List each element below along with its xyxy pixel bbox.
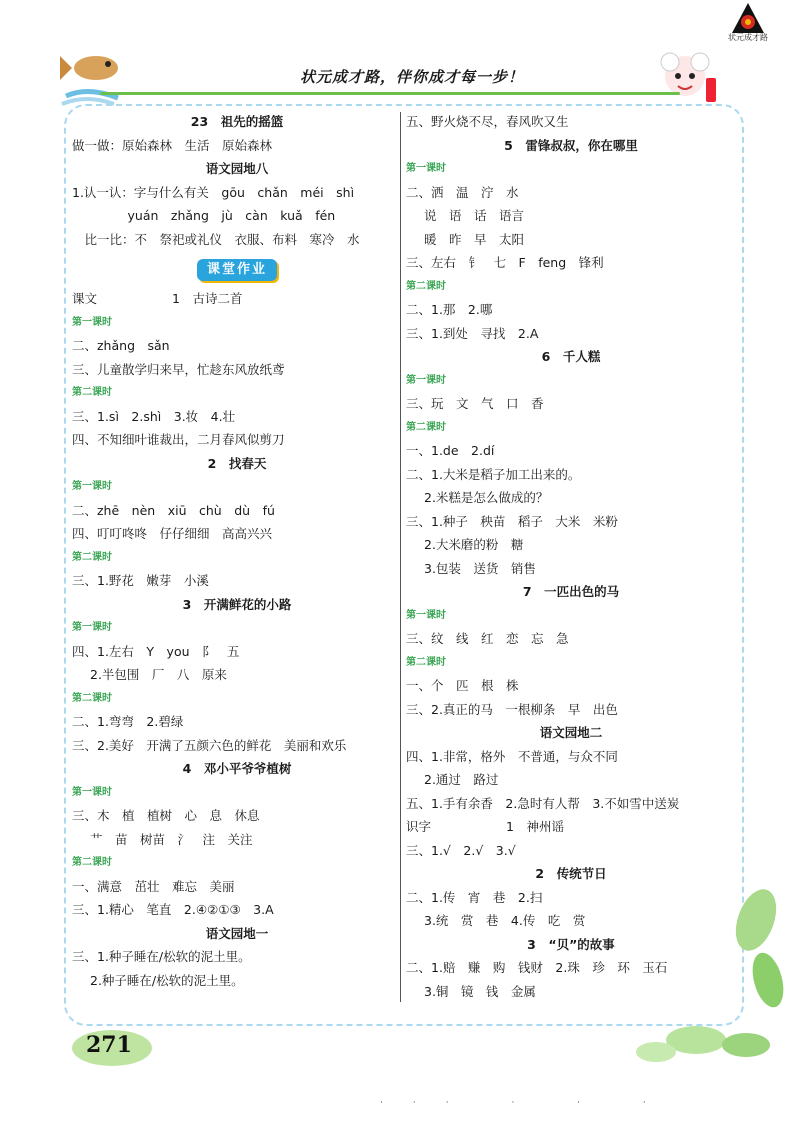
answer-line: 比一比：不 祭祀或礼仪 衣服、布料 寒冷 水	[72, 231, 360, 247]
lesson-period-label: 第一课时	[72, 481, 112, 492]
answer-line: 三、儿童散学归来早，忙趁东风放纸鸢	[72, 361, 285, 377]
answer-line: 三、纹 线 红 恋 忘 急	[406, 631, 569, 646]
answer-line: 一、1.de 2.dí	[406, 443, 495, 458]
answer-line: 2.通过 路过	[424, 772, 499, 787]
answer-line: 1.认一认：字与什么有关 gōu chǎn méi shì	[72, 184, 355, 200]
lesson-period-label: 第一课时	[72, 316, 112, 328]
answer-line: 三、1.种子 秧苗 稻子 大米 米粉	[406, 513, 618, 529]
lesson-title: 语文园地二	[539, 725, 603, 740]
answer-line: 一、个 匹 根 株	[406, 678, 519, 693]
answer-line: 二、1.赔 赚 购 钱财 2.珠 珍 环 玉石	[406, 960, 668, 975]
lesson-title: 6 千人糕	[541, 349, 601, 364]
lesson-period-label: 第一课时	[406, 374, 446, 386]
answer-line: 艹 苗 树苗 氵 注 关注	[90, 831, 253, 847]
mountain-logo-icon	[731, 2, 765, 34]
lesson-title: 语文园地八	[205, 161, 269, 176]
answer-line: 识字 1 神州谣	[406, 819, 564, 834]
answer-line: 五、1.手有余香 2.急时有人帮 3.不如雪中送炭	[406, 795, 680, 811]
answer-line: 二、zhē nèn xiū chù dù fú	[72, 502, 275, 518]
lesson-title: 7 一匹出色的马	[522, 584, 620, 599]
answer-line: 二、1.大米是稻子加工出来的。	[406, 466, 581, 482]
lesson-title: 23 祖先的摇篮	[190, 114, 284, 129]
section-banner-row	[72, 251, 402, 287]
scan-marks: ··· · · ·	[380, 1098, 676, 1108]
fish-decoration-icon	[58, 42, 128, 108]
lesson-title: 5 雷锋叔叔，你在哪里	[504, 137, 638, 153]
answer-line: 3.统 赏 巷 4.传 吃 赏	[424, 913, 586, 928]
answer-line: 三、1.野花 嫩芽 小溪	[72, 573, 209, 588]
lesson-period-label: 第二课时	[72, 857, 112, 868]
header-slogan: 状元成才路，伴你成才每一步！	[300, 68, 525, 86]
answer-line: 四、不知细叶谁裁出，二月春风似剪刀	[72, 432, 285, 447]
right-column	[406, 110, 736, 1003]
answer-line: 二、1.那 2.哪	[406, 302, 493, 317]
answer-line: 三、1.种子睡在/松软的泥土里。	[72, 949, 251, 964]
lesson-period-label: 第二课时	[72, 387, 112, 398]
answer-line: 三、1.√ 2.√ 3.√	[406, 842, 516, 858]
lesson-title: 2 传统节日	[535, 866, 607, 881]
lesson-title: 3 “贝”的故事	[527, 936, 615, 952]
logo-text: 状元成才路	[728, 33, 768, 42]
classwork-banner: 课堂作业	[197, 259, 277, 281]
lesson-period-label: 第二课时	[406, 656, 446, 668]
answer-line: 课文 1 古诗二首	[72, 291, 243, 306]
answer-line: 三、2.美好 开满了五颜六色的鲜花 美丽和欢乐	[72, 737, 347, 753]
answer-line: 说 语 话 语言	[424, 208, 525, 223]
lesson-title: 2 找春天	[207, 455, 267, 471]
answer-line: 2.种子睡在/松软的泥土里。	[90, 972, 244, 988]
answer-line: 三、1.精心 笔直 2.④②①③ 3.A	[72, 902, 274, 917]
lesson-title: 4 邓小平爷爷植树	[182, 761, 292, 776]
answer-line: 三、1.到处 寻找 2.A	[406, 325, 539, 341]
left-column	[72, 110, 402, 992]
lesson-period-label: 第二课时	[406, 280, 446, 292]
answer-line: yuán zhǎng jù càn kuǎ fén	[90, 208, 336, 223]
lesson-period-label: 第二课时	[72, 551, 112, 563]
leaves-decoration-icon	[636, 880, 786, 1070]
lesson-period-label: 第一课时	[72, 622, 112, 633]
answer-line: 四、叮叮咚咚 仔仔细细 高高兴兴	[72, 526, 273, 541]
lesson-title: 语文园地一	[205, 925, 269, 941]
answer-line: 四、1.左右 Y you 阝 五	[72, 643, 240, 659]
answer-line: 二、zhǎng sǎn	[72, 338, 170, 353]
lesson-period-label: 第二课时	[406, 421, 446, 433]
header-divider	[100, 92, 680, 95]
lesson-period-label: 第一课时	[406, 163, 446, 174]
answer-line: 五、野火烧不尽，春风吹又生	[406, 114, 569, 129]
publisher-logo	[722, 2, 774, 48]
answer-line: 一、满意 茁壮 难忘 美丽	[72, 878, 235, 894]
answer-line: 二、洒 温 泞 水	[406, 184, 519, 200]
answer-line: 三、木 植 植树 心 息 休息	[72, 808, 260, 823]
sheep-mascot-icon	[650, 48, 720, 106]
answer-line: 2.半包围 厂 八 原来	[90, 667, 227, 682]
answer-line: 3.铜 镜 钱 金属	[424, 983, 536, 999]
lesson-period-label: 第一课时	[72, 786, 112, 798]
answer-line: 三、1.sì 2.shì 3.妆 4.壮	[72, 408, 236, 424]
answer-line: 三、2.真正的马 一根柳条 早 出色	[406, 701, 618, 717]
answer-line: 二、1.传 宵 巷 2.扫	[406, 889, 543, 905]
answer-line: 二、1.弯弯 2.碧绿	[72, 714, 184, 729]
answer-line: 暖 昨 早 太阳	[424, 231, 525, 247]
lesson-period-label: 第二课时	[72, 692, 112, 704]
answer-line: 2.米糕是怎么做成的？	[424, 490, 549, 505]
answer-line: 三、玩 文 气 口 香	[406, 396, 544, 411]
answer-line: 做一做：原始森林 生活 原始森林	[72, 137, 273, 153]
answer-line: 2.大米磨的粉 糖	[424, 537, 524, 552]
answer-line: 3.包装 送货 销售	[424, 560, 536, 576]
page-number: 271	[86, 1032, 132, 1058]
lesson-period-label: 第一课时	[406, 609, 446, 621]
answer-line: 四、1.非常，格外 不普通，与众不同	[406, 748, 618, 764]
answer-line: 三、左右 钅 七 F feng 锋利	[406, 255, 604, 270]
lesson-title: 3 开满鲜花的小路	[182, 596, 292, 612]
